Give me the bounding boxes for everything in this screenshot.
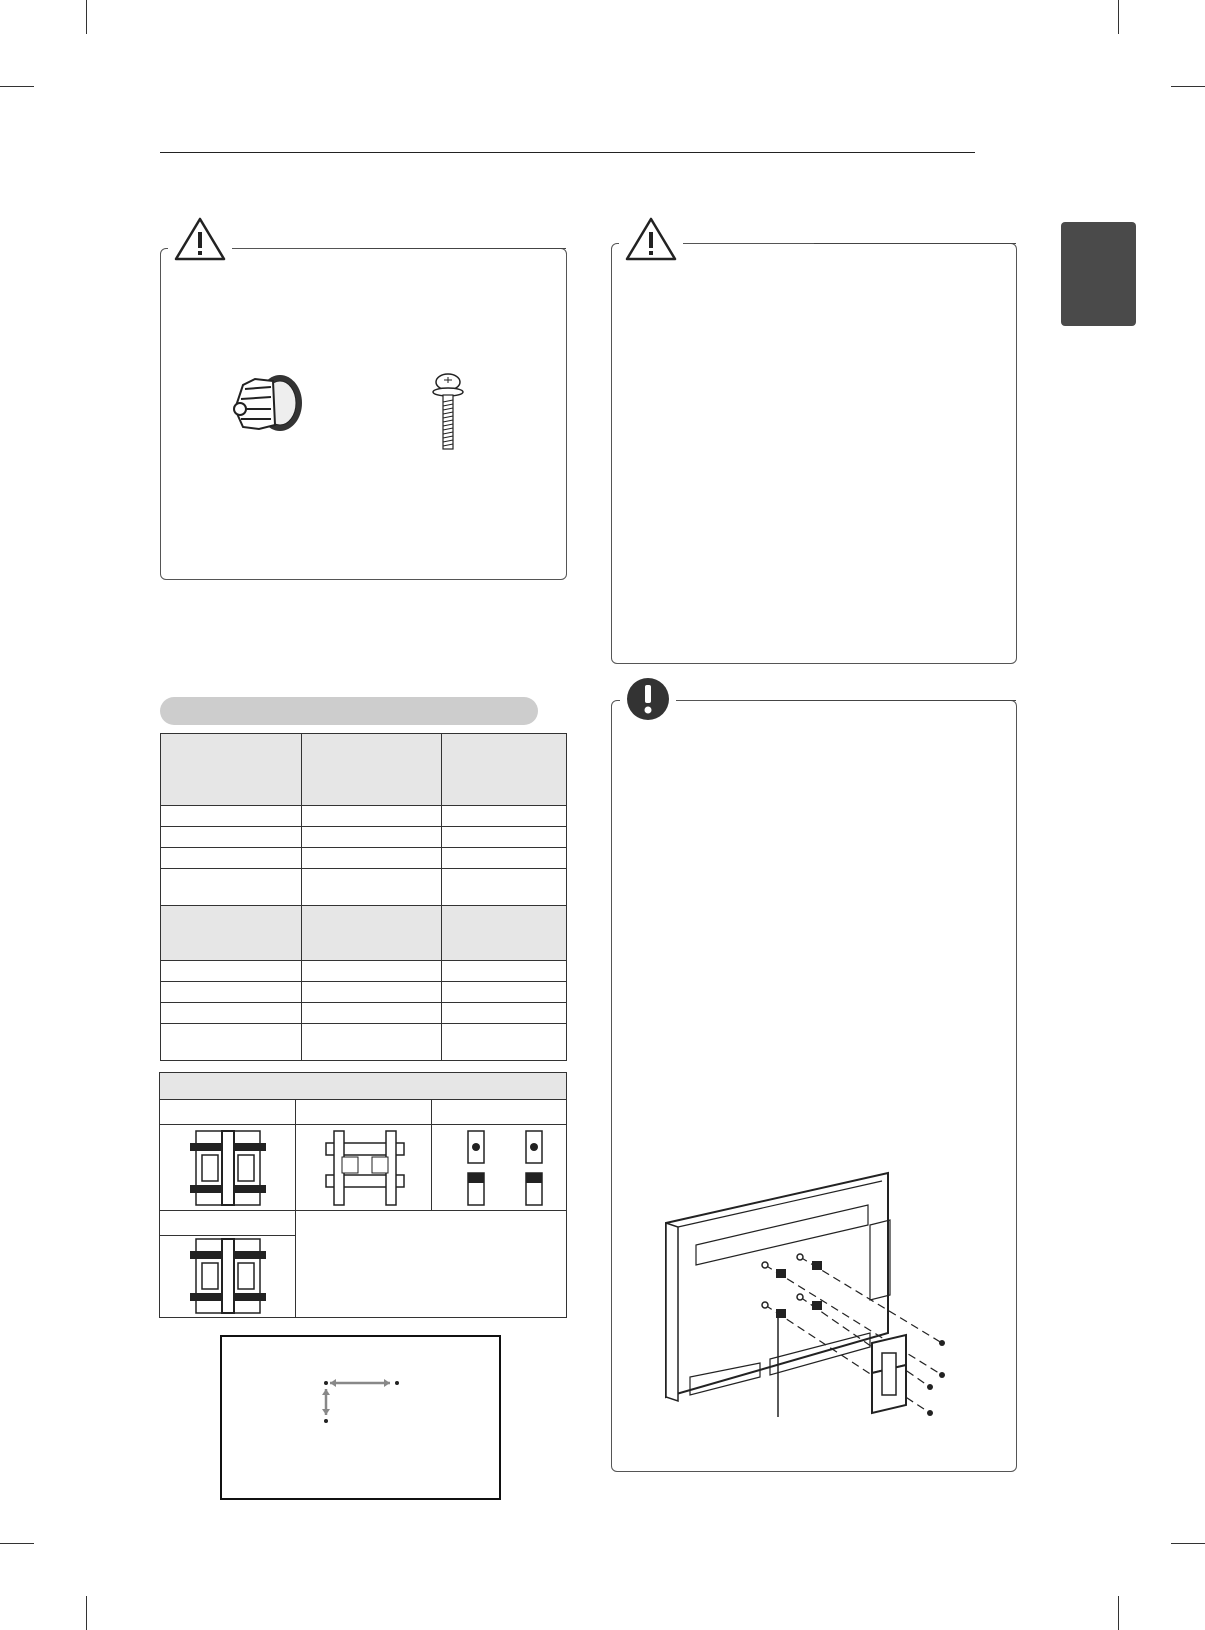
note-box-title-line [760, 700, 1016, 701]
crop-mark [1118, 1596, 1119, 1630]
table-rule [160, 1235, 295, 1236]
wall-bracket-table [159, 1072, 567, 1318]
crop-mark [1118, 0, 1119, 34]
wall-mount-spacer-image [225, 365, 315, 445]
wall-bracket-flat-image [320, 1129, 410, 1207]
crop-mark [86, 1596, 87, 1630]
table-row [161, 982, 567, 1003]
table-header-row [160, 1073, 566, 1100]
table-row [161, 806, 567, 827]
table-row [161, 1024, 567, 1061]
crop-mark [86, 0, 87, 34]
warning-triangle-icon [168, 215, 232, 265]
exclamation-circle-icon [620, 675, 676, 725]
table-rule [160, 1124, 566, 1125]
table-row [161, 869, 567, 906]
caution-box-2-title-line [814, 243, 1016, 244]
table-row [161, 961, 567, 982]
wall-mount-spec-table [160, 733, 567, 1061]
table-header-row [161, 734, 567, 806]
crop-mark [0, 86, 34, 87]
warning-triangle-icon [619, 215, 683, 265]
caution-box-2 [611, 243, 1017, 664]
table-row [161, 827, 567, 848]
table-rule [160, 1210, 566, 1211]
wall-bracket-tilt-pair-image [460, 1129, 560, 1209]
section-heading-bar [160, 697, 538, 725]
wall-bracket-large-image [188, 1129, 268, 1207]
table-row [161, 848, 567, 869]
table-rule [295, 1099, 296, 1317]
table-header-row [161, 906, 567, 961]
caution-box [160, 248, 567, 580]
mounting-screw-image [430, 372, 466, 452]
wall-bracket-large-2-image [188, 1237, 268, 1317]
header-rule [160, 152, 975, 153]
crop-mark [1171, 86, 1205, 87]
crop-mark [1171, 1543, 1205, 1544]
tv-back-wall-mount-illustration [660, 1165, 990, 1435]
vesa-dimension-diagram [220, 1335, 501, 1500]
caution-box-title-line [360, 248, 566, 249]
language-tab [1061, 222, 1136, 326]
table-row [161, 1003, 567, 1024]
table-rule [431, 1099, 432, 1211]
crop-mark [0, 1543, 34, 1544]
